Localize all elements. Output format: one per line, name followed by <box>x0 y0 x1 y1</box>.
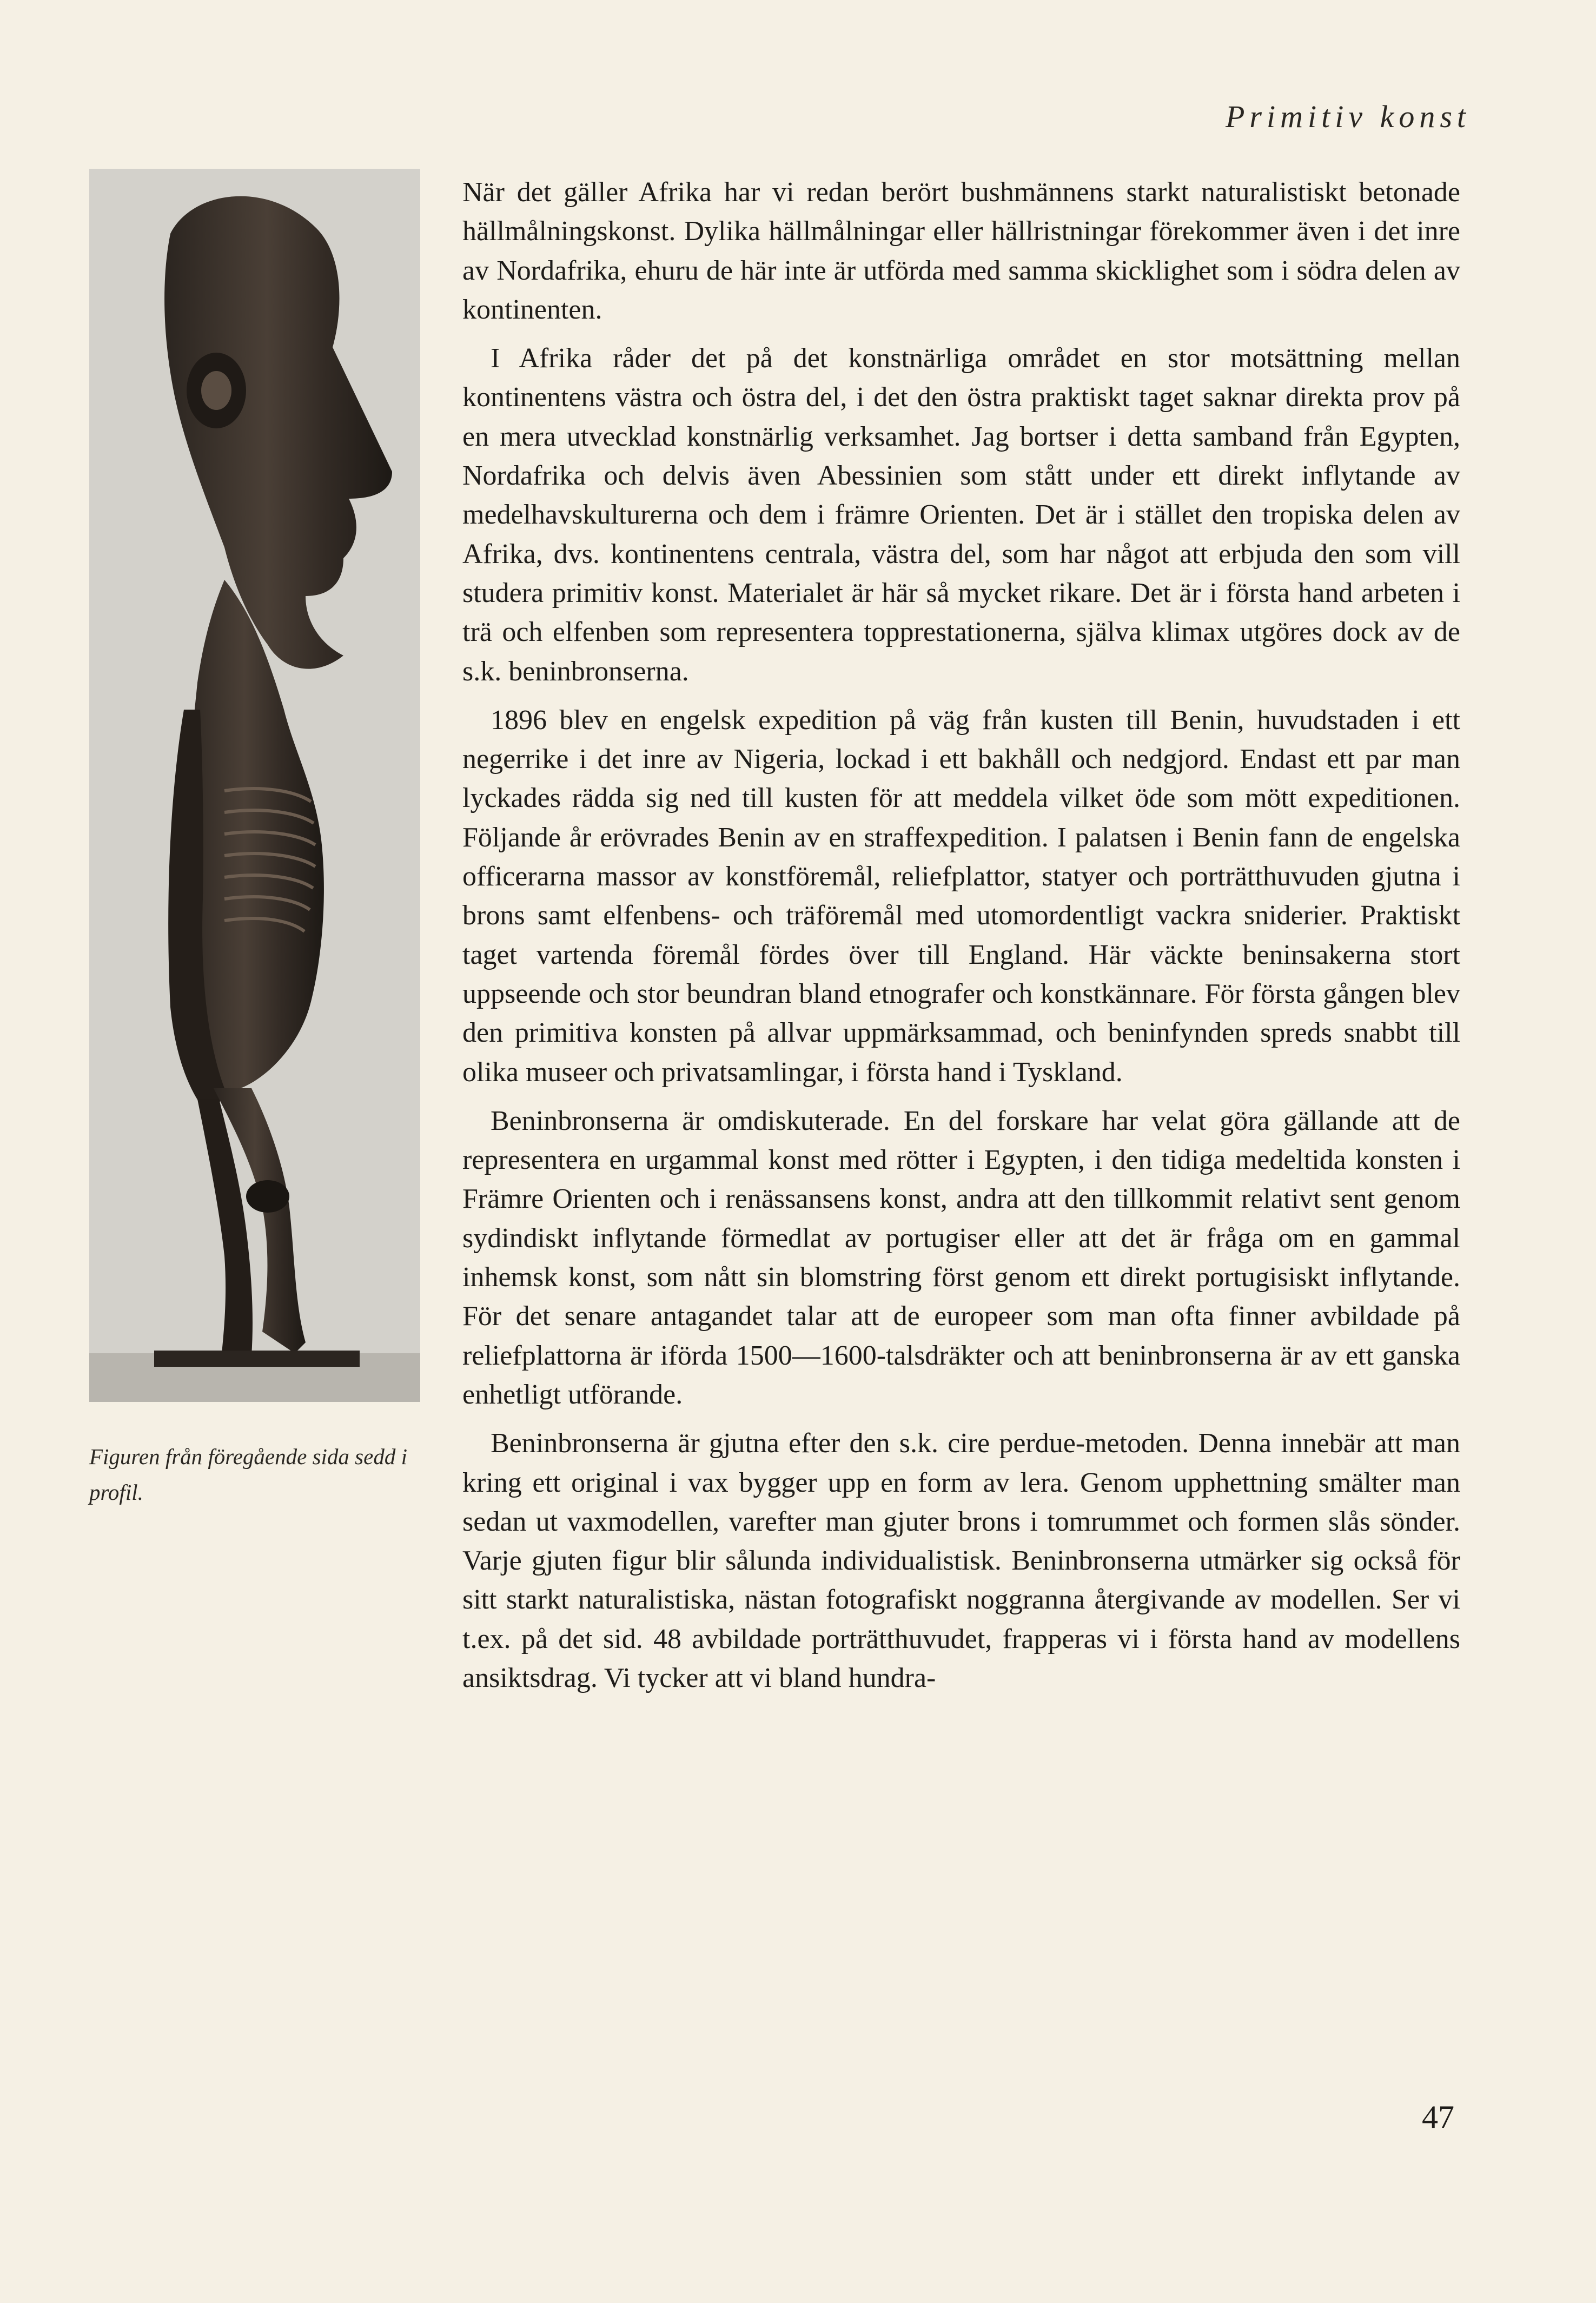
body-text <box>462 173 1460 1708</box>
wooden-figure-profile-photo <box>89 169 420 1402</box>
paragraph: Beninbronserna är gjutna efter den s.k. cire perdue-metoden. Denna innebär att man kring ett original i vax bygger upp en form av lera. Genom upphettning smälter man sedan ut vaxmodellen, varefter man gjuter brons i tomrummet och formen slås sönder. Varje gjuten figur blir sålunda individualistisk. Beninbronserna utmärker sig också för sitt starkt naturalistiska, nästan fotografiskt noggranna återgivande av modellen. Ser vi t.ex. på det sid. 48 avbildade porträtthuvudet, frapperas vi i första hand av modellens ansiktsdrag. Vi tycker att vi bland hundra- <box>462 1428 1460 1693</box>
running-head: Primitiv konst <box>1225 99 1471 134</box>
page-number: 47 <box>1422 2099 1454 2135</box>
wooden-figure-icon <box>89 169 420 1402</box>
paragraph: I Afrika råder det på det konstnärliga området en stor motsättning mellan kontinentens västra och östra del, i det den östra praktiskt taget saknar direkta prov på en mera utvecklad konstnärlig verksamhet. Jag bortser i detta samband från Egypten, Nordafrika och delvis även Abessinien som stått under ett direkt inflytande av medelhavskulturerna och dem i främre Orienten. Det är i stället den tropiska delen av Afrika, dvs. kontinentens centrala, västra del, som har något att erbjuda den som vill studera primitiv konst. Materialet är här så mycket rikare. Det är i första hand arbeten i trä och elfenben som representera topprestationerna, själva klimax utgöres dock av de s.k. beninbronserna. <box>462 343 1460 687</box>
paragraph: 1896 blev en engelsk expedition på väg från kusten till Benin, huvudstaden i ett negerrike i det inre av Nigeria, lockad i ett bakhåll och nedgjord. Endast ett par man lyckades rädda sig ned till kusten för att meddela vilket öde som mött expeditionen. Följande år erövrades Benin av en straffexpedition. I palatsen i Benin fann de engelska officerarna massor av konstföremål, reliefplattor, statyer och porträtthuvuden gjutna i brons samt elfenbens- och träföremål med utomordentligt vackra sniderier. Praktiskt taget vartenda föremål fördes över till England. Här väckte beninsakerna stort uppseende och stor beundran bland etnografer och konstkännare. För första gången blev den primitiva konsten på allvar uppmärksammad, och beninfynden spreds snabbt till olika museer och privatsamlingar, i första hand i Tyskland. <box>462 704 1460 1088</box>
figure-caption: Figuren från föregående sida sedd i profil. <box>89 1444 407 1505</box>
paragraph: När det gäller Afrika har vi redan berört bushmännens starkt naturalistiskt betonade hällmålningskonst. Dylika hällmålningar eller hällristningar förekommer även i det inre av Nordafrika, ehuru de här inte är utförda med samma skicklighet som i södra delen av kontinenten. <box>462 177 1460 325</box>
paragraph: Beninbronserna är omdiskuterade. En del forskare har velat göra gällande att de representera en urgammal konst med rötter i Egypten, i den tidiga medeltida konsten i Främre Orienten och i renässansens konst, andra att den tillkommit relativt sent genom sydindiskt inflytande förmedlat av portugiser eller att det är fråga om en gammal inhemsk konst, som nått sin blomstring först genom ett direkt portugisiskt inflytande. För det senare antagandet talar att de europeer som man ofta finner avbildade på reliefplattorna är iförda 1500—1600-talsdräkter och att beninbronserna är av ett ganska enhetligt utförande. <box>462 1105 1460 1410</box>
